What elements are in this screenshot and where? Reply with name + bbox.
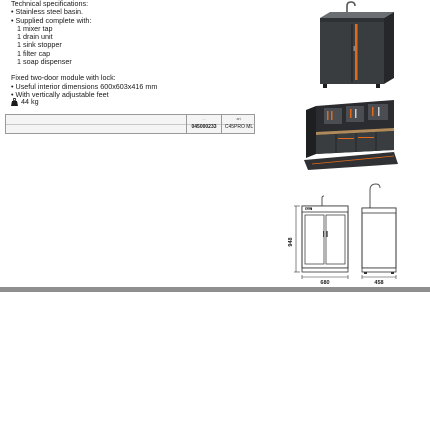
article-value: C45PRO ML xyxy=(224,124,254,130)
spec-item: • Stainless steel basin. xyxy=(11,7,84,17)
module-item: • Useful interior dimensions 600x603x416 mm xyxy=(11,81,158,91)
supplied-item: 1 filter cap xyxy=(17,48,51,58)
product-code-table xyxy=(5,114,255,134)
technical-drawing xyxy=(288,176,400,288)
supplied-item: 1 soap dispenser xyxy=(17,57,72,67)
article-cell xyxy=(221,115,256,133)
depth-dimension-label: 458 xyxy=(374,280,384,286)
weight-icon xyxy=(11,98,18,106)
brand-label: Beta xyxy=(305,208,311,211)
technical-specifications xyxy=(11,0,261,99)
sink-cabinet-photo xyxy=(314,0,400,90)
weight-value: 44 kg xyxy=(21,97,39,106)
code-value: 045000233 xyxy=(191,124,217,130)
article-header: art. xyxy=(236,117,242,121)
code-cell xyxy=(186,115,221,133)
height-dimension-label: 948 xyxy=(288,237,294,247)
supplied-item: 1 sink stopper xyxy=(17,40,62,50)
module-title: Fixed two-door module with lock: xyxy=(11,73,116,83)
page-divider xyxy=(0,287,430,292)
supplied-item: 1 drain unit xyxy=(17,32,53,42)
module-item: • With vertically adjustable feet xyxy=(11,89,109,99)
width-dimension-label: 680 xyxy=(320,280,330,286)
supplied-item: 1 mixer tap xyxy=(17,23,53,33)
workshop-photo xyxy=(302,98,398,170)
spec-item: • Supplied complete with: xyxy=(11,15,92,25)
code-header: ... xyxy=(202,117,206,121)
weight-row xyxy=(11,97,39,106)
specs-title: Technical specifications: xyxy=(11,0,89,8)
